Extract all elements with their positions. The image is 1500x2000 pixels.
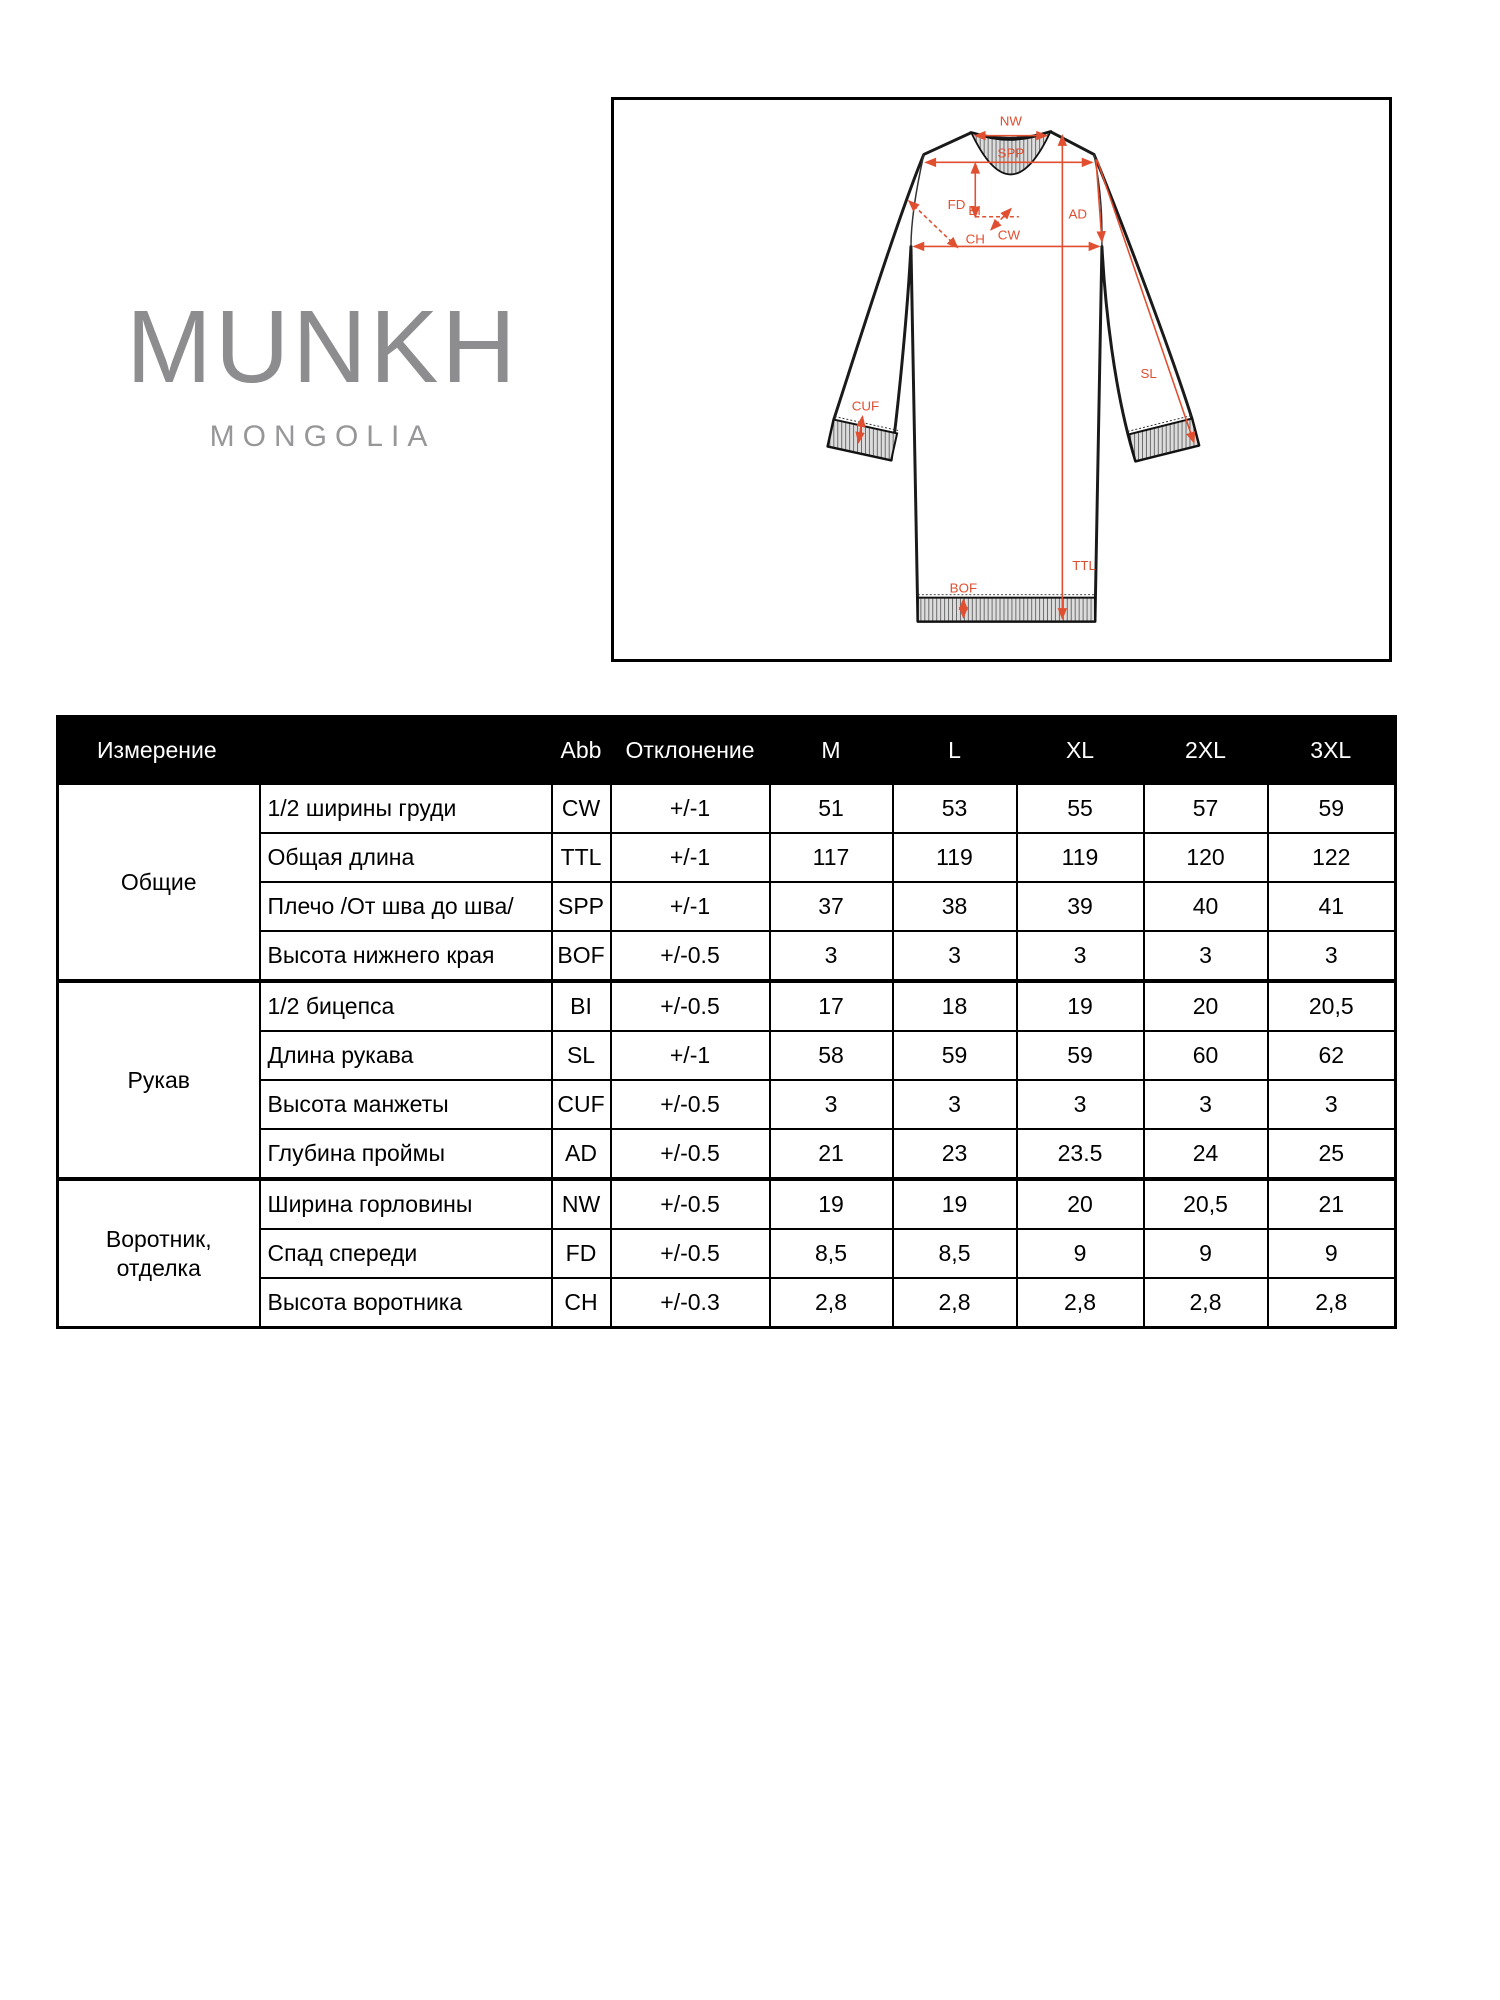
size-value-2xl: 24 — [1144, 1129, 1268, 1179]
size-value-l: 59 — [893, 1031, 1017, 1080]
group-label: Общие — [58, 784, 260, 982]
header-size-m: M — [770, 717, 893, 784]
deviation-value: +/-1 — [611, 882, 770, 931]
measurement-name: Высота воротника — [260, 1278, 552, 1328]
size-value-l: 119 — [893, 833, 1017, 882]
size-value-3xl: 122 — [1268, 833, 1396, 882]
header-size-2xl: 2XL — [1144, 717, 1268, 784]
garment-diagram — [614, 100, 1389, 659]
size-value-xl: 59 — [1017, 1031, 1144, 1080]
header-abb: Abb — [552, 717, 611, 784]
deviation-value: +/-0.5 — [611, 1229, 770, 1278]
size-value-m: 58 — [770, 1031, 893, 1080]
label-spp: SPP — [997, 145, 1025, 161]
measurement-name: Общая длина — [260, 833, 552, 882]
size-value-l: 8,5 — [893, 1229, 1017, 1278]
size-value-xl: 2,8 — [1017, 1278, 1144, 1328]
abbreviation: SL — [552, 1031, 611, 1080]
deviation-value: +/-0.5 — [611, 1179, 770, 1229]
brand-subtitle: MONGOLIA — [209, 420, 436, 453]
label-ad: AD — [1068, 206, 1088, 222]
size-value-l: 2,8 — [893, 1278, 1017, 1328]
table-row — [58, 1179, 1396, 1229]
size-value-xl: 19 — [1017, 981, 1144, 1031]
size-value-xl: 55 — [1017, 784, 1144, 834]
size-value-2xl: 60 — [1144, 1031, 1268, 1080]
size-value-m: 51 — [770, 784, 893, 834]
label-fd: FD — [947, 196, 966, 212]
table-header-row — [58, 717, 1396, 784]
size-value-m: 8,5 — [770, 1229, 893, 1278]
size-value-3xl: 59 — [1268, 784, 1396, 834]
size-value-l: 19 — [893, 1179, 1017, 1229]
size-value-xl: 9 — [1017, 1229, 1144, 1278]
brand-name: MUNKH — [126, 289, 519, 404]
measurement-name: Длина рукава — [260, 1031, 552, 1080]
header-size-xl: XL — [1017, 717, 1144, 784]
size-value-m: 117 — [770, 833, 893, 882]
size-value-2xl: 9 — [1144, 1229, 1268, 1278]
size-value-3xl: 9 — [1268, 1229, 1396, 1278]
size-value-xl: 119 — [1017, 833, 1144, 882]
abbreviation: CW — [552, 784, 611, 834]
label-nw: NW — [999, 113, 1023, 129]
measurement-name: Высота нижнего края — [260, 931, 552, 981]
label-bi: BI — [968, 202, 981, 218]
garment-diagram-frame — [611, 97, 1392, 662]
label-ch: CH — [965, 231, 985, 247]
abbreviation: BOF — [552, 931, 611, 981]
size-value-2xl: 20 — [1144, 981, 1268, 1031]
abbreviation: CUF — [552, 1080, 611, 1129]
size-value-2xl: 57 — [1144, 784, 1268, 834]
size-value-2xl: 40 — [1144, 882, 1268, 931]
size-value-3xl: 41 — [1268, 882, 1396, 931]
size-value-3xl: 21 — [1268, 1179, 1396, 1229]
header-measurement: Измерение — [58, 717, 552, 784]
size-value-xl: 3 — [1017, 1080, 1144, 1129]
size-value-3xl: 25 — [1268, 1129, 1396, 1179]
abbreviation: AD — [552, 1129, 611, 1179]
size-value-3xl: 2,8 — [1268, 1278, 1396, 1328]
label-cw: CW — [997, 227, 1021, 243]
size-value-m: 21 — [770, 1129, 893, 1179]
size-value-3xl: 3 — [1268, 931, 1396, 981]
size-value-m: 2,8 — [770, 1278, 893, 1328]
deviation-value: +/-1 — [611, 833, 770, 882]
table-row — [58, 981, 1396, 1031]
size-value-2xl: 2,8 — [1144, 1278, 1268, 1328]
header-deviation: Отклонение — [611, 717, 770, 784]
label-sl: SL — [1140, 366, 1157, 382]
size-value-l: 23 — [893, 1129, 1017, 1179]
brand-logo — [95, 289, 550, 454]
table-row — [58, 784, 1396, 834]
abbreviation: FD — [552, 1229, 611, 1278]
size-value-3xl: 3 — [1268, 1080, 1396, 1129]
abbreviation: SPP — [552, 882, 611, 931]
measurement-name: Высота манжеты — [260, 1080, 552, 1129]
group-label: Воротник, отделка — [58, 1179, 260, 1328]
label-ttl: TTL — [1072, 557, 1096, 573]
deviation-value: +/-0.3 — [611, 1278, 770, 1328]
deviation-value: +/-0.5 — [611, 981, 770, 1031]
size-value-2xl: 3 — [1144, 931, 1268, 981]
size-value-l: 3 — [893, 931, 1017, 981]
hem-rib — [918, 598, 1095, 622]
deviation-value: +/-0.5 — [611, 1129, 770, 1179]
size-value-2xl: 120 — [1144, 833, 1268, 882]
deviation-value: +/-0.5 — [611, 1080, 770, 1129]
size-value-l: 53 — [893, 784, 1017, 834]
header-size-3xl: 3XL — [1268, 717, 1396, 784]
size-value-xl: 3 — [1017, 931, 1144, 981]
measurement-name: Ширина горловины — [260, 1179, 552, 1229]
size-value-xl: 39 — [1017, 882, 1144, 931]
size-value-l: 38 — [893, 882, 1017, 931]
abbreviation: BI — [552, 981, 611, 1031]
size-value-xl: 20 — [1017, 1179, 1144, 1229]
measurement-name: 1/2 бицепса — [260, 981, 552, 1031]
size-value-l: 18 — [893, 981, 1017, 1031]
measurement-name: Плечо /От шва до шва/ — [260, 882, 552, 931]
size-value-2xl: 20,5 — [1144, 1179, 1268, 1229]
size-value-3xl: 62 — [1268, 1031, 1396, 1080]
group-label: Рукав — [58, 981, 260, 1179]
measurement-name: Спад спереди — [260, 1229, 552, 1278]
label-bof: BOF — [949, 580, 978, 596]
size-value-3xl: 20,5 — [1268, 981, 1396, 1031]
size-value-m: 17 — [770, 981, 893, 1031]
size-value-l: 3 — [893, 1080, 1017, 1129]
measurement-name: Глубина проймы — [260, 1129, 552, 1179]
measurement-name: 1/2 ширины груди — [260, 784, 552, 834]
abbreviation: NW — [552, 1179, 611, 1229]
size-spec-table — [56, 715, 1397, 1329]
size-value-m: 3 — [770, 931, 893, 981]
deviation-value: +/-1 — [611, 1031, 770, 1080]
header-size-l: L — [893, 717, 1017, 784]
size-value-m: 3 — [770, 1080, 893, 1129]
label-cuf: CUF — [851, 398, 880, 414]
size-value-xl: 23.5 — [1017, 1129, 1144, 1179]
size-value-m: 19 — [770, 1179, 893, 1229]
deviation-value: +/-0.5 — [611, 931, 770, 981]
deviation-value: +/-1 — [611, 784, 770, 834]
size-value-2xl: 3 — [1144, 1080, 1268, 1129]
abbreviation: TTL — [552, 833, 611, 882]
size-table-body — [58, 784, 1396, 1328]
abbreviation: CH — [552, 1278, 611, 1328]
size-value-m: 37 — [770, 882, 893, 931]
